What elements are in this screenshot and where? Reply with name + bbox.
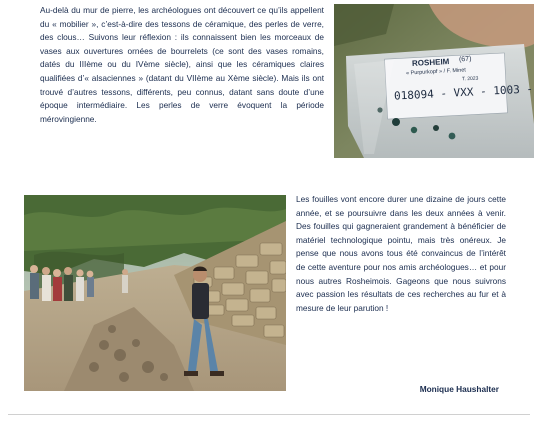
bag-label-place: « Purpurkopf » / F. Minet bbox=[405, 67, 467, 77]
bag-label-site: ROSHEIM bbox=[411, 57, 450, 68]
photo-excavation-site bbox=[24, 195, 286, 391]
author-signature: Monique Haushalter bbox=[419, 384, 499, 394]
photo-find-bag bbox=[334, 4, 534, 158]
bag-label-year: T. 2023 bbox=[461, 75, 479, 83]
article-paragraph-1: Au-delà du mur de pierre, les archéologues ont découvert ce qu’ils appellent du « mobilier », c’est-à-dire des tessons de céramique, des perles de verre, des clous… Suivons leur réflexion : ils connaissent bien les morceaux de vases aux ouvertures ornées de bourrelets (ce sont des vases romains, datés du IIIème ou du IVème siècle), ainsi que les céramiques claires qualifiées d’« alsaciennes » (datant du VIIème au Xème siècle). Mais ils ont trouvé d’autres tessons, différents, peu connus, datant sans doute d’une époque intermédiaire. Les perles de verre évoquent la période mérovingienne. bbox=[40, 5, 324, 124]
bag-label-dept: (67) bbox=[458, 55, 472, 64]
page-bottom-rule bbox=[8, 414, 530, 415]
bag-label-code: 018094 - VXX - 1003 - bbox=[393, 82, 534, 103]
article-paragraph-2: Les fouilles vont encore durer une dizaine de jours cette année, et se poursuivre dans les deux années à venir. Des fouilles qui gagneraient grandement à bénéficier de matériel technologique pointu, mais très onéreux. Je pense que nous avons tous été convaincus de l’intérêt de cette aventure pour nos amis archéologues… et pour nous autres Rosheimois. Gageons que nous suivrons avec passion les résultats de ces recherches au fur et à mesure de leur parution ! bbox=[296, 194, 506, 313]
